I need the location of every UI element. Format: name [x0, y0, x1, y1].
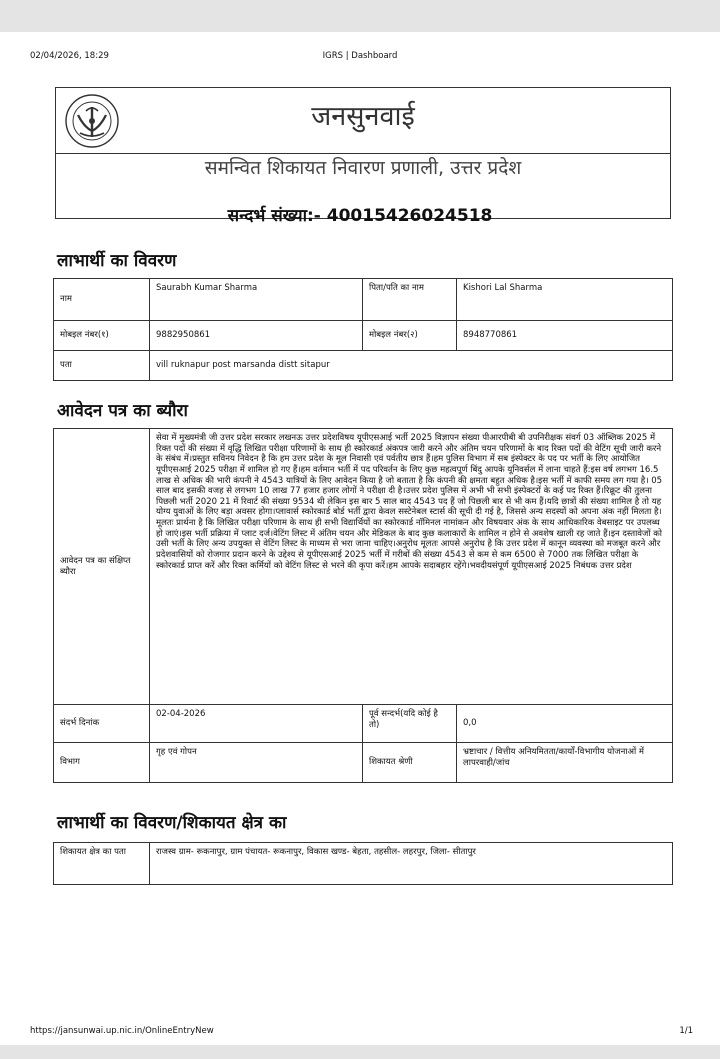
summary-label: आवेदन पत्र का संक्षिप्त ब्यौरा [54, 429, 150, 705]
address-label: पता [54, 351, 150, 381]
reference-number: सन्दर्भ संख्या:- 40015426024518 [227, 206, 493, 226]
print-datetime: 02/04/2026, 18:29 [30, 51, 109, 61]
father-value: Kishori Lal Sharma [457, 279, 673, 321]
area-heading: लाभार्थी का विवरण/शिकायत क्षेत्र का [57, 813, 287, 833]
banner-title: जनसुनवाई [311, 101, 415, 132]
name-label: नाम [54, 279, 150, 321]
dept-value: गृह एवं गोपन [150, 743, 363, 783]
print-page-title: IGRS | Dashboard [322, 51, 398, 61]
application-heading: आवेदन पत्र का ब्यौरा [57, 401, 188, 421]
beneficiary-heading: लाभार्थी का विवरण [57, 251, 177, 271]
prev-ref-value: 0,0 [457, 705, 673, 743]
dept-label: विभाग [54, 743, 150, 783]
area-address-value: राजस्व ग्राम- रूकनापुर, ग्राम पंचायत- रूकनापुर, विकास खण्ड- बेहता, तहसील- लहरपुर, जिला- सीतापुर [150, 843, 673, 885]
mobile1-value: 9882950861 [150, 321, 363, 351]
father-label: पिता/पति का नाम [363, 279, 457, 321]
mobile2-label: मोबइल नंबर(२) [363, 321, 457, 351]
prev-ref-label: पूर्व सन्दर्भ(यदि कोई है तो) [363, 705, 457, 743]
area-address-label: शिकायत क्षेत्र का पता [54, 843, 150, 885]
banner-subtitle: समन्वित शिकायत निवारण प्रणाली, उत्तर प्रदेश [204, 157, 522, 179]
application-table [53, 428, 673, 783]
mobile1-label: मोबइल नंबर(१) [54, 321, 150, 351]
category-label: शिकायत श्रेणी [363, 743, 457, 783]
mobile2-value: 8948770861 [457, 321, 673, 351]
address-value: vill ruknapur post marsanda distt sitapur [150, 351, 673, 381]
print-page [0, 32, 720, 1045]
summary-text: सेवा में मुख्यमंत्री जी उत्तर प्रदेश सरकार लखनऊ उत्तर प्रदेशविषय यूपीएसआई भर्ती 2025 विज्ञापन संख्या पीआरपीबी बी उपनिरीक्षक संवर्ग 03 ऑब्लिक 2025 में रिक्त पदों की संख्या में वृद्धि लिखित परीक्षा परिणामों के साथ ही स्कोरकार्ड अंकपत्र जारी करने और अंतिम चयन परिणामों के बाद रिक्त पदों की वेटिंग सूची जारी करने के संबंध में।प्रस्तुत सविनय निवेदन है कि हम उत्तर प्रदेश के मूल निवासी एवं पर्वतीय छात्र हैं।हम पुलिस विभाग में सब इंस्पेक्टर के पद पर भर्ती के लिए आयोजित यूपीएसआई 2025 परीक्षा में शामिल हो गए हैं।हम वर्तमान भर्ती में पद परिवर्तन के लिए कुछ महत्वपूर्ण बिंदु आपके यूनिवर्सल में लाना चाहते हैं:इस वर्ष लगभग 16.5 लाख से अधिक की भारी कंपनी ने 4543 यात्रियों के लिए आवेदन किया है जो बताता है कि कंपनी की क्षमता बहुत अधिक है।इस भर्ती में काफी समय लग गया है। 05 साल बाद इसकी वजह से लगभग 10 लाख 77 हजार हजार लोगों ने परीक्षा दी है।उत्तर प्रदेश पुलिस में अभी भी सभी इंस्पेक्टरों के कई पद रिक्त हैं।रिक्रूट की तुलना पिछली भर्ती 2020 21 में रिवार्ट की संख्या 9534 थी लेकिन इस बार 5 साल बाद 4543 पद हैं जो पिछली बार से भी कम हैं।यदि छात्रों की संख्या शामिल है तो यह योग्य युवाओं के लिए बड़ा अवसर होगा।प्लावार्स स्कोरकार्ड बोर्ड भर्ती द्वारा केवल सस्टेनेबल स्टार्स की सूची दी गई है, जिससे अन्य सदस्यों को अपना अंक नहीं मिलता है।मूलतः प्रार्थना है कि लिखित परीक्षा परिणाम के साथ ही सभी विद्यार्थियों का स्कोरकार्ड नॉमिनल नामांकन और विषयवार अंक के साथ आधिकारिक वेबसाइट पर उपलब्ध हो जाएं।इस भर्ती प्रक्रिया में प्लाट दर्ज।वेटिंग लिस्ट में अंतिम चयन और मेडिकल के बाद कुछ कलाकारों के शामिल न होने से अवशेष खाली रह जाते हैं।इन दस्तावेजों को उसी भर्ती के लिए अन्य उपयुक्त से वेटिंग लिस्ट के माध्यम से भरा जाना चाहिए।अनुरोध मूलतः आपसे अनुरोध है कि उत्तर प्रदेश में कानून व्यवस्था को मजबूत करने और प्रदेशवासियों को रोजगार प्रदान करने के उद्देश्य से यूपीएसआई 2025 भर्ती में गरीबों की संख्या 4543 से कम से कम 6500 से 7000 तक लिखित परीक्षा के स्कोरकार्ड प्राप्त करें और रिक्त कर्मियों को वेटिंग लिस्ट से भरने की कृपा करें।हम आपके सदाबहार रहेंगे।भवदीयसंपूर्ण यूपीएसआई 2025 निबंधक उत्तर प्रदेश [150, 429, 673, 705]
date-value: 02-04-2026 [150, 705, 363, 743]
category-value: भ्रष्टाचार / वित्तीय अनियमितता/कार्यों-विभागीय योजनाओं में लापरवाही/जांच [457, 743, 673, 783]
header-banner [55, 87, 671, 219]
date-label: संदर्भ दिनांक [54, 705, 150, 743]
beneficiary-table [53, 278, 673, 381]
name-value: Saurabh Kumar Sharma [150, 279, 363, 321]
print-page-number: 1/1 [679, 1026, 693, 1036]
print-url: https://jansunwai.up.nic.in/OnlineEntryNew [30, 1026, 214, 1036]
area-table [53, 842, 673, 885]
